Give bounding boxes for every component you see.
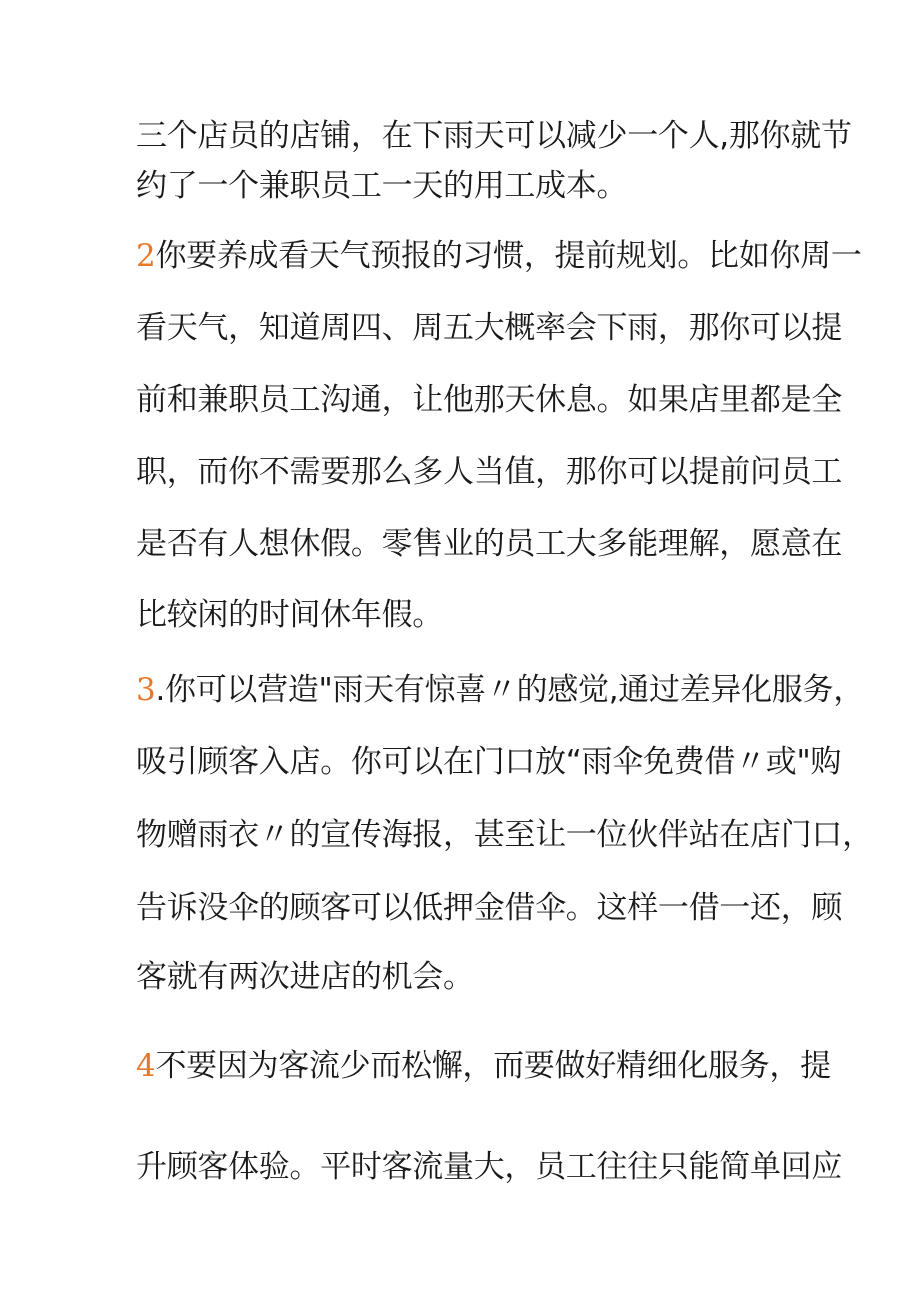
paragraph-line	[136, 166, 796, 206]
line-text: 吸引顾客入店。你可以在门口放“雨伞免费借〃或"购	[136, 744, 842, 780]
line-text: 看天气，知道周四、周五大概率会下雨，那你可以提	[136, 310, 843, 346]
line-text: 三个店员的店铺，在下雨天可以减少一个人,那你就节	[136, 118, 852, 154]
line-text: 升顾客体验。平时客流量大，员工往往只能简单回应	[136, 1149, 843, 1185]
line-text: 比较闲的时间休年假。	[136, 597, 443, 633]
paragraph-line	[136, 670, 864, 710]
line-text: 你要养成看天气预报的习惯，提前规划。比如你周一	[155, 238, 862, 274]
line-text: 不要因为客流少而松懈，而要做好精细化服务，提	[155, 1048, 831, 1084]
line-text: 是否有人想休假。零售业的员工大多能理解，愿意在	[136, 526, 843, 562]
paragraph-line	[136, 595, 796, 635]
item-number: 2	[136, 238, 156, 274]
line-text: 客就有两次进店的机会。	[136, 959, 474, 995]
paragraph-line	[136, 452, 843, 492]
paragraph-line	[136, 1147, 843, 1187]
line-text: 约了一个兼职员工一天的用工成本。	[136, 168, 628, 204]
paragraph-line	[136, 1046, 831, 1086]
paragraph-line	[136, 380, 843, 420]
item-number: 4	[136, 1048, 156, 1084]
line-text: 前和兼职员工沟通，让他那天休息。如果店里都是全	[136, 382, 843, 418]
paragraph-line	[136, 308, 843, 348]
paragraph-line	[136, 815, 873, 855]
paragraph-line	[136, 116, 852, 156]
line-text: .你可以营造"雨天有惊喜〃的感觉,通过差异化服务，	[155, 672, 864, 708]
paragraph-line	[136, 236, 862, 276]
paragraph-line	[136, 742, 842, 782]
paragraph-line	[136, 524, 843, 564]
line-text: 告诉没伞的顾客可以低押金借伞。这样一借一还，顾	[136, 890, 843, 926]
paragraph-line	[136, 888, 843, 928]
paragraph-line	[136, 957, 796, 997]
line-text: 物赠雨衣〃的宣传海报，甚至让一位伙伴站在店门口，	[136, 817, 873, 853]
item-number: 3	[136, 672, 156, 708]
line-text: 职，而你不需要那么多人当值，那你可以提前问员工	[136, 454, 843, 490]
